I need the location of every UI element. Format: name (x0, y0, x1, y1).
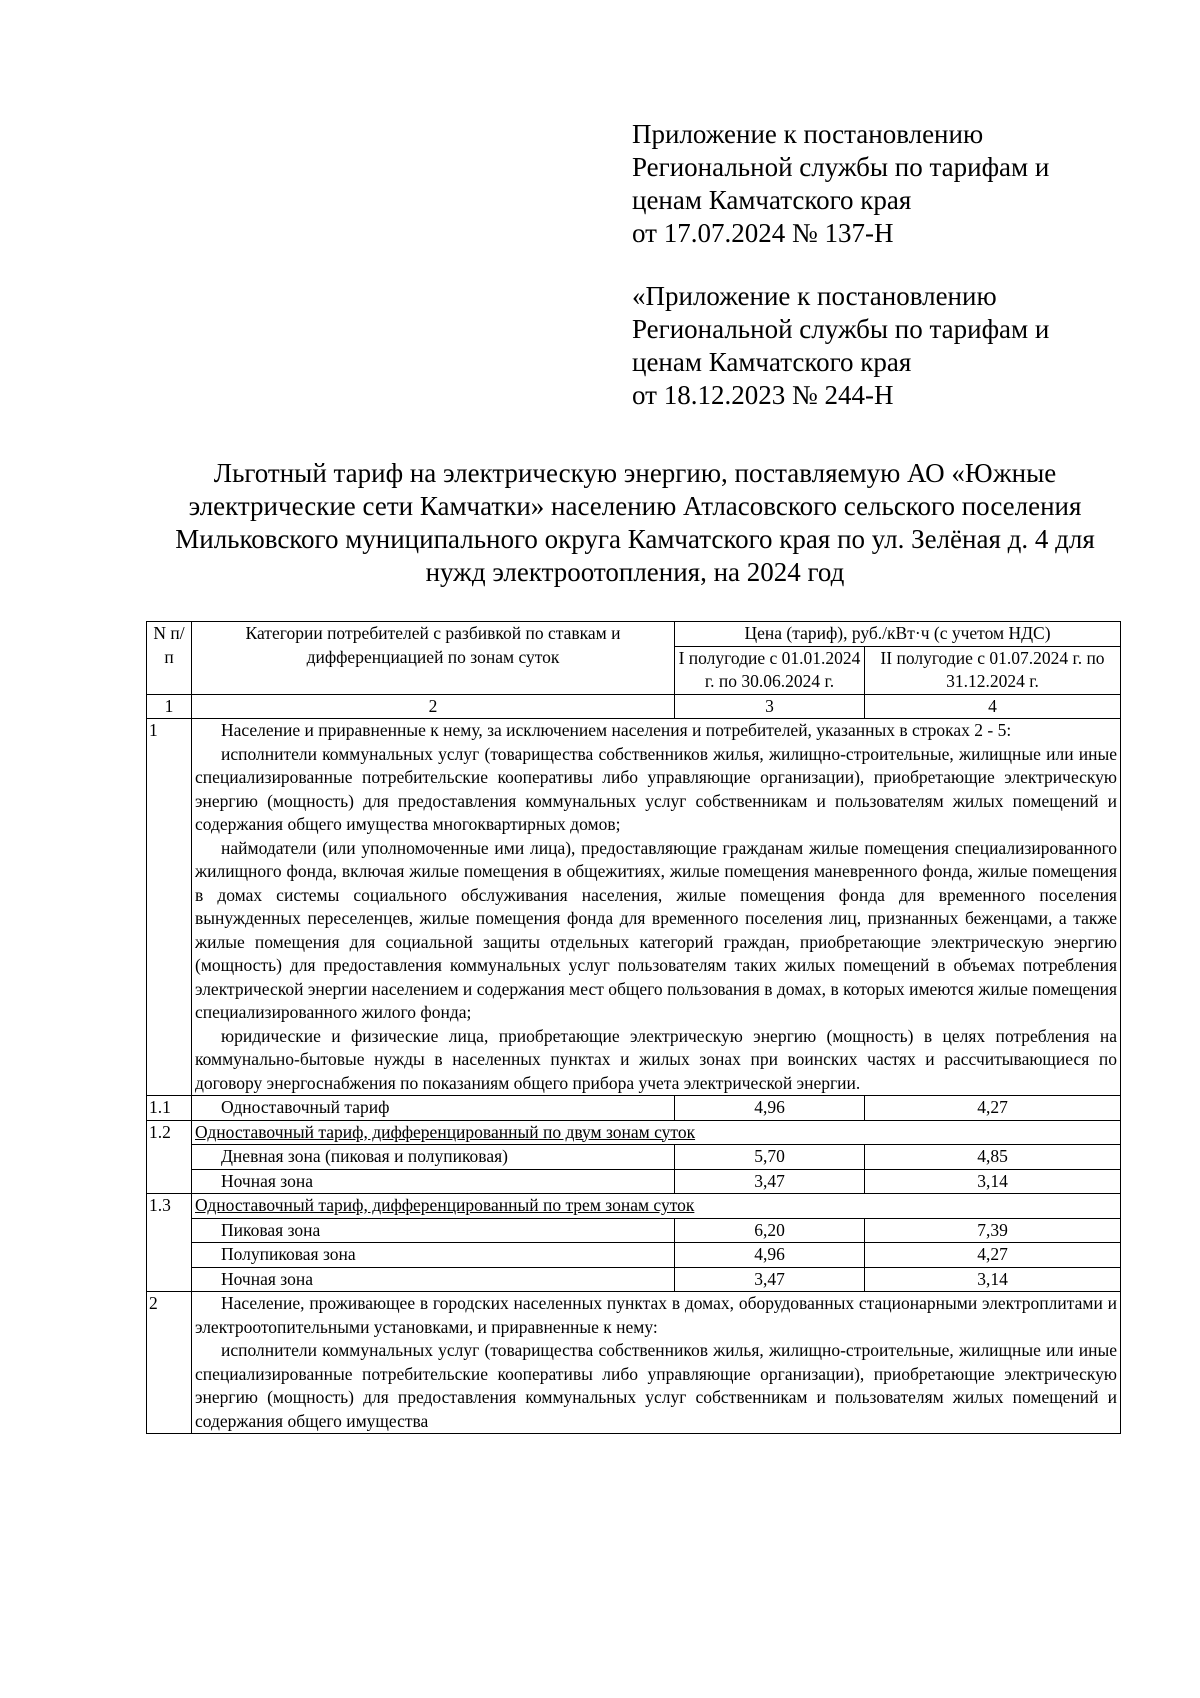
price-second-half: 4,27 (865, 1096, 1121, 1121)
section-paragraph: юридические и физические лица, приобретающие электрическую энергию (мощность) в целях потребления на коммунально-бытовые нужды в населенных пунктах и жилых зонах при воинских частях и рассчитывающиеся по договору энергоснабжения по показаниям общего прибора учета электрической энергии. (195, 1025, 1117, 1093)
section-paragraph: Население, проживающее в городских населенных пунктах в домах, оборудованных стационарными электроплитами и электроотопительными установками, и приравненные к нему: (195, 1293, 1117, 1337)
appendix-line: ценам Камчатского края (632, 347, 912, 377)
price-first-half: 4,96 (675, 1243, 865, 1268)
table-row (147, 1194, 1121, 1219)
section-paragraph: наймодатели (или уполномоченные ими лица), предоставляющие гражданам жилые помещения специализированного жилищного фонда, включая жилые помещения в общежитиях, жилые помещения маневренного фонда, жилые помещения в домах системы социального обслуживания населения, жилые помещения фонда для временного поселения вынужденных переселенцев, жилые помещения фонда для временного поселения лиц, признанных беженцами, а также жилые помещения для социальной защиты отдельных категорий граждан, приобретающие электрическую энергию (мощность) для предоставления коммунальных услуг пользователям таких жилых помещений в объемах потребления электрической энергии населением и содержания мест общего пользования в домах, в которых имеются жилые помещения специализированного жилого фонда; (195, 837, 1117, 1022)
price-first-half: 5,70 (675, 1145, 865, 1170)
appendix-line: Приложение к постановлению (632, 119, 984, 149)
title-line: электрические сети Камчатки» населению Атласовского сельского поселения (188, 491, 1082, 521)
price-second-half: 3,14 (865, 1169, 1121, 1194)
table-row (147, 1145, 1121, 1170)
section-description (192, 719, 1121, 1096)
price-second-half: 4,27 (865, 1243, 1121, 1268)
appendix-line: Региональной службы по тарифам и (632, 152, 1050, 182)
section-row (147, 719, 1121, 1096)
table-row (147, 1218, 1121, 1243)
row-number: 1 (147, 719, 192, 1096)
price-first-half: 6,20 (675, 1218, 865, 1243)
zone-label: Дневная зона (пиковая и полупиковая) (192, 1145, 675, 1170)
title-line: Мильковского муниципального округа Камчатского края по ул. Зелёная д. 4 для (175, 524, 1095, 554)
price-second-half: 3,14 (865, 1267, 1121, 1292)
tariff-table (146, 621, 1121, 1434)
price-first-half: 3,47 (675, 1169, 865, 1194)
column-index: 2 (192, 694, 675, 719)
section-paragraph: Население и приравненные к нему, за исключением населения и потребителей, указанных в строках 2 - 5: (221, 720, 1012, 740)
price-second-half: 7,39 (865, 1218, 1121, 1243)
header-row (147, 622, 1121, 647)
table-row (147, 1120, 1121, 1145)
zone-label: Полупиковая зона (192, 1243, 675, 1268)
header-cell-price: Цена (тариф), руб./кВт·ч (с учетом НДС) (675, 622, 1121, 647)
table-row (147, 1267, 1121, 1292)
table-row (147, 1169, 1121, 1194)
title-line: Льготный тариф на электрическую энергию, поставляемую АО «Южные (213, 458, 1057, 488)
appendix-line: от 17.07.2024 № 137-Н (632, 218, 894, 248)
table-row (147, 1243, 1121, 1268)
group-label-text: Одноставочный тариф, дифференцированный по двум зонам суток (195, 1121, 696, 1142)
zone-label: Ночная зона (192, 1267, 675, 1292)
group-label (192, 1194, 1121, 1219)
group-label (192, 1120, 1121, 1145)
row-number: 2 (147, 1292, 192, 1434)
appendix-line: «Приложение к постановлению (632, 281, 997, 311)
header-cell-category: Категории потребителей с разбивкой по ставкам и дифференциацией по зонам суток (192, 622, 675, 695)
group-label-text: Одноставочный тариф, дифференцированный по трем зонам суток (195, 1195, 695, 1215)
row-number: 1.1 (147, 1096, 192, 1121)
title-line: нужд электроотопления, на 2024 год (425, 557, 845, 587)
table-row (147, 1096, 1121, 1121)
row-label: Одноставочный тариф (192, 1096, 675, 1121)
zone-label: Пиковая зона (192, 1218, 675, 1243)
price-second-half: 4,85 (865, 1145, 1121, 1170)
appendix-line: Региональной службы по тарифам и (632, 314, 1050, 344)
column-index: 4 (865, 694, 1121, 719)
section-row (147, 1292, 1121, 1434)
section-paragraph: исполнители коммунальных услуг (товарищества собственников жилья, жилищно-строительные, жилищные или иные специализированные потребительские кооперативы либо управляющие организации), приобретающие электрическую энергию (мощность) для предоставления коммунальных услуг собственникам и пользователям жилых помещений и содержания общего имущества многоквартирных домов; (195, 743, 1117, 834)
price-first-half: 4,96 (675, 1096, 865, 1121)
appendix-previous-reference (632, 280, 1049, 412)
column-index: 1 (147, 694, 192, 719)
appendix-current-reference (632, 118, 1049, 250)
price-first-half: 3,47 (675, 1267, 865, 1292)
column-index-row (147, 694, 1121, 719)
row-number: 1.2 (147, 1120, 192, 1194)
section-description (192, 1292, 1121, 1434)
document-title (140, 457, 1130, 589)
header-cell-number: N п/п (147, 622, 192, 695)
section-paragraph: исполнители коммунальных услуг (товарищества собственников жилья, жилищно-строительные, жилищные или иные специализированные потребительские кооперативы либо управляющие организации), приобретающие электрическую энергию (мощность) для предоставления коммунальных услуг собственникам и пользователям жилых помещений и содержания общего имущества (195, 1340, 1117, 1431)
row-number: 1.3 (147, 1194, 192, 1292)
appendix-line: от 18.12.2023 № 244-Н (632, 380, 894, 410)
column-index: 3 (675, 694, 865, 719)
header-cell-second-half: II полугодие с 01.07.2024 г. по 31.12.2024 г. (865, 646, 1121, 694)
appendix-line: ценам Камчатского края (632, 185, 912, 215)
zone-label: Ночная зона (192, 1169, 675, 1194)
header-cell-first-half: I полугодие с 01.01.2024 г. по 30.06.2024 г. (675, 646, 865, 694)
